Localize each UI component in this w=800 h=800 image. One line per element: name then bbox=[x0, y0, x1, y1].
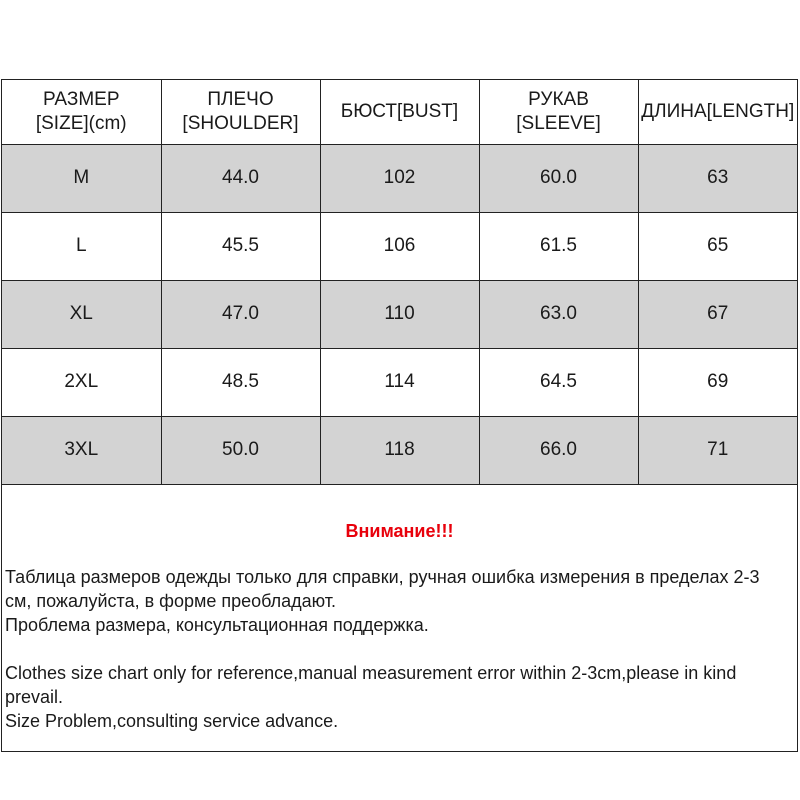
cell-sleeve: 66.0 bbox=[479, 416, 638, 484]
note-en-line: prevail. bbox=[5, 686, 64, 707]
table-row bbox=[2, 348, 797, 416]
size-chart bbox=[1, 79, 798, 752]
header-shoulder-ru: ПЛЕЧО bbox=[207, 88, 274, 110]
cell-bust: 102 bbox=[320, 144, 479, 212]
warning-label: Внимание!!! bbox=[345, 520, 454, 541]
cell-size: 2XL bbox=[2, 348, 161, 416]
table-row bbox=[2, 144, 797, 212]
header-size-ru: РАЗМЕР bbox=[42, 88, 120, 110]
note-spacer bbox=[2, 637, 797, 661]
cell-shoulder: 47.0 bbox=[161, 280, 320, 348]
cell-sleeve: 60.0 bbox=[479, 144, 638, 212]
header-bust bbox=[320, 80, 479, 144]
cell-shoulder: 50.0 bbox=[161, 416, 320, 484]
cell-length: 63 bbox=[638, 144, 797, 212]
header-size bbox=[2, 80, 161, 144]
note-ru-line: Таблица размеров одежды только для справки, ручная ошибка измерения в пределах 2-3 bbox=[5, 566, 760, 587]
cell-shoulder: 44.0 bbox=[161, 144, 320, 212]
cell-size: XL bbox=[2, 280, 161, 348]
table-row bbox=[2, 416, 797, 484]
note-ru-line: Проблема размера, консультационная поддержка. bbox=[5, 614, 429, 635]
cell-sleeve: 61.5 bbox=[479, 212, 638, 280]
cell-shoulder: 48.5 bbox=[161, 348, 320, 416]
header-size-en: [SIZE](cm) bbox=[35, 112, 127, 134]
cell-bust: 106 bbox=[320, 212, 479, 280]
header-shoulder bbox=[161, 80, 320, 144]
table-row bbox=[2, 280, 797, 348]
header-shoulder-en: [SHOULDER] bbox=[182, 112, 299, 134]
table-row bbox=[2, 212, 797, 280]
header-bust-label: БЮСТ[BUST] bbox=[340, 100, 459, 122]
header-sleeve bbox=[479, 80, 638, 144]
cell-shoulder: 45.5 bbox=[161, 212, 320, 280]
cell-size: L bbox=[2, 212, 161, 280]
cell-bust: 118 bbox=[320, 416, 479, 484]
header-sleeve-ru: РУКАВ bbox=[528, 88, 589, 110]
cell-size: 3XL bbox=[2, 416, 161, 484]
header-length bbox=[638, 80, 797, 144]
notes-section bbox=[2, 485, 797, 751]
header-sleeve-en: [SLEEVE] bbox=[516, 112, 601, 134]
cell-length: 69 bbox=[638, 348, 797, 416]
cell-bust: 114 bbox=[320, 348, 479, 416]
cell-length: 67 bbox=[638, 280, 797, 348]
note-en-line: Size Problem,consulting service advance. bbox=[5, 710, 339, 731]
cell-sleeve: 63.0 bbox=[479, 280, 638, 348]
cell-bust: 110 bbox=[320, 280, 479, 348]
header-row bbox=[2, 80, 797, 144]
header-length-label: ДЛИНА[LENGTH] bbox=[641, 100, 795, 122]
note-en-line: Clothes size chart only for reference,manual measurement error within 2-3cm,please in kind bbox=[5, 662, 737, 683]
cell-size: M bbox=[2, 144, 161, 212]
cell-length: 65 bbox=[638, 212, 797, 280]
size-table bbox=[2, 80, 797, 485]
note-ru-line: см, пожалуйста, в форме преобладают. bbox=[5, 590, 337, 611]
cell-sleeve: 64.5 bbox=[479, 348, 638, 416]
cell-length: 71 bbox=[638, 416, 797, 484]
